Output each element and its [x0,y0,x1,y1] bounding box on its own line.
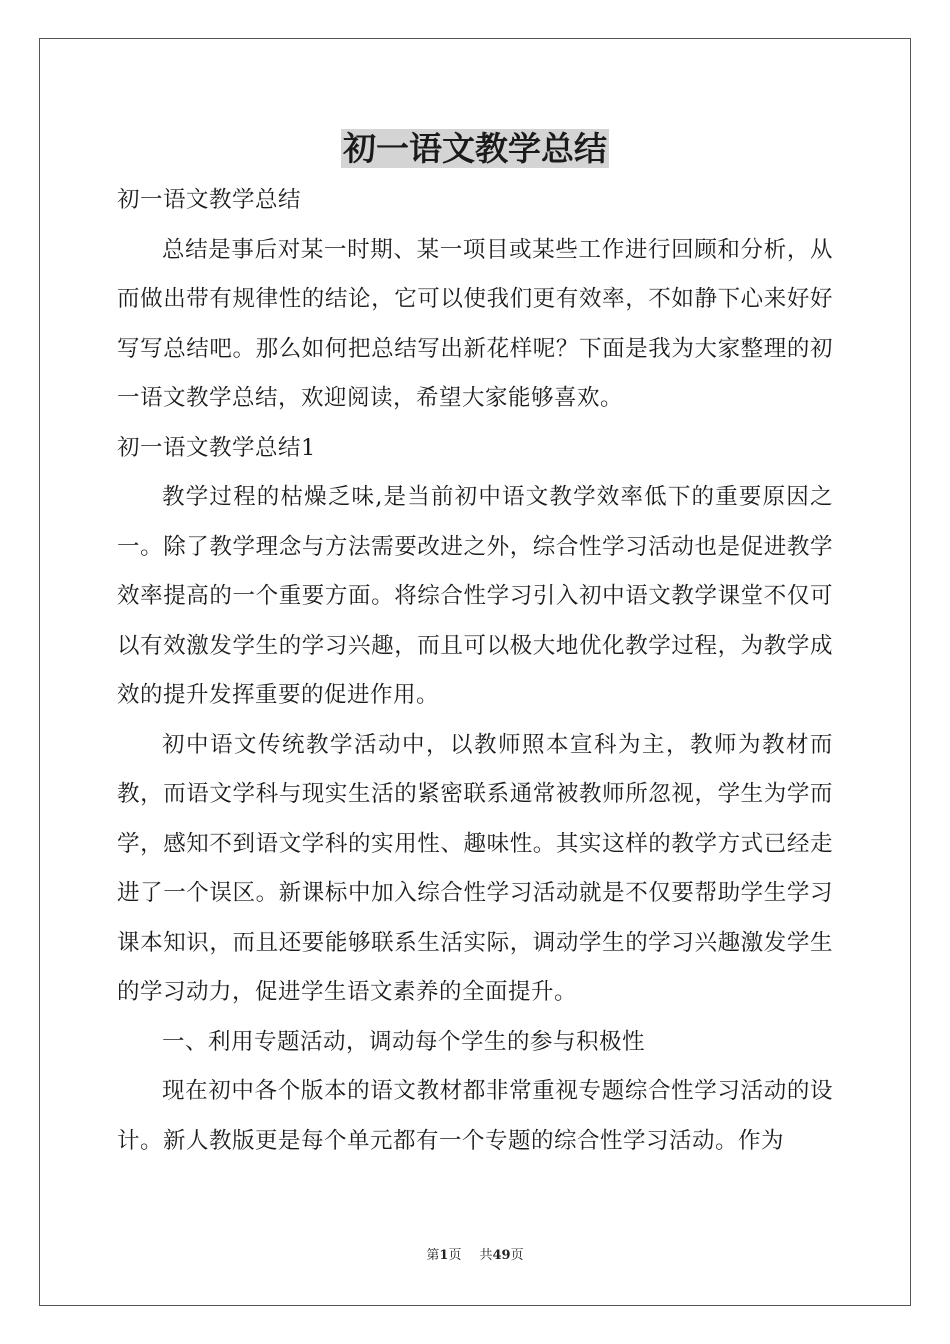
paragraph-intro: 总结是事后对某一时期、某一项目或某些工作进行回顾和分析，从而做出带有规律性的结论，它可以使我们更有效率，不如静下心来好好写写总结吧。那么如何把总结写出新花样呢？下面是我为大家整理的初一语文教学总结，欢迎阅读，希望大家能够喜欢。 [117,236,833,411]
footer-total-suffix: 页 [510,1248,524,1263]
paragraph-subheading: 一、利用专题活动，调动每个学生的参与积极性 [162,1028,646,1055]
footer-page-prefix: 第 [426,1248,440,1263]
page-footer [0,1247,950,1265]
paragraph-body-3: 现在初中各个版本的语文教材都非常重视专题综合性学习活动的设计。新人教版更是每个单元都有一个专题的综合性学习活动。作为 [117,1078,833,1154]
footer-page-suffix: 页 [448,1248,462,1263]
document-title [0,126,950,172]
footer-total-prefix: 共 [479,1248,493,1263]
paragraph-section-heading: 初一语文教学总结1 [117,434,316,461]
footer-page-number: 1 [439,1248,449,1263]
document-body [117,176,833,1166]
paragraph-body-2: 初中语文传统教学活动中，以教师照本宣科为主，教师为教材而教，而语文学科与现实生活的紧密联系通常被教师所忽视，学生为学而学，感知不到语文学科的实用性、趣味性。其实这样的教学方式已经走进了一个误区。新课标中加入综合性学习活动就是不仅要帮助学生学习课本知识，而且还要能够联系生活实际，调动学生的学习兴趣激发学生的学习动力，促进学生语文素养的全面提升。 [117,731,833,1005]
paragraph-subtitle: 初一语文教学总结 [117,187,302,213]
paragraph-body-1: 教学过程的枯燥乏味,是当前初中语文教学效率低下的重要原因之一。除了教学理念与方法需要改进之外，综合性学习活动也是促进教学效率提高的一个重要方面。将综合性学习引入初中语文教学课堂不仅可以有效激发学生的学习兴趣，而且可以极大地优化教学过程，为教学成效的提升发挥重要的促进作用。 [117,484,833,708]
document-title-text: 初一语文教学总结 [343,129,607,168]
footer-total-pages: 49 [492,1248,511,1263]
